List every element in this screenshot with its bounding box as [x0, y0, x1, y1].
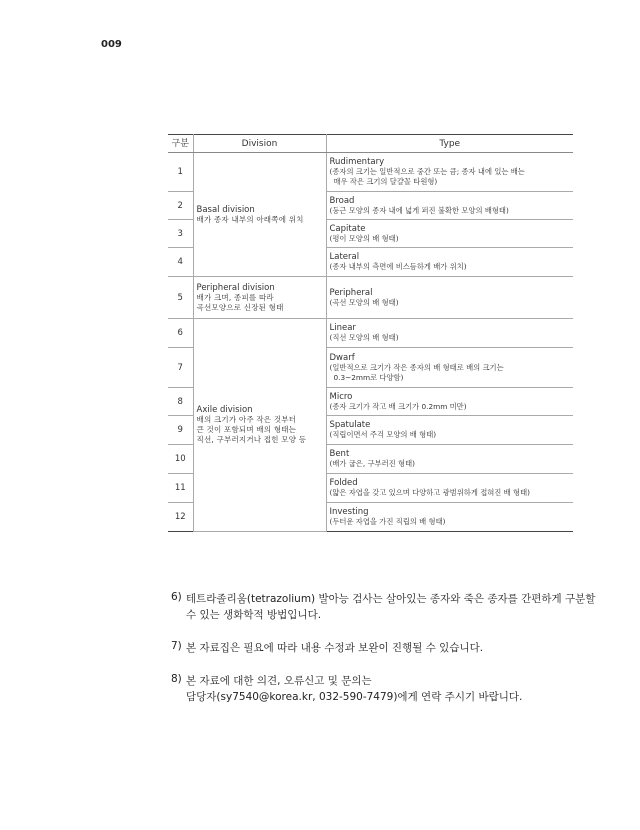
header-type: Type — [326, 135, 573, 153]
type-desc: (일반적으로 크기가 작은 종자의 배 형태로 배의 크기는 — [329, 362, 504, 372]
division-name: Axile division — [196, 405, 253, 415]
type-name: Broad — [329, 195, 355, 206]
type-cell — [326, 445, 573, 474]
type-cell — [326, 503, 573, 532]
type-name: Capitate — [329, 223, 366, 234]
division-cell — [193, 277, 326, 319]
footnote-text: 수 있는 생화학적 방법입니다. — [186, 609, 322, 621]
division-desc: 배가 종자 내부의 아래쪽에 위치 — [196, 214, 304, 224]
type-name: Peripheral — [329, 287, 373, 298]
footnote-text: 본 자료에 대한 의견, 오류신고 및 문의는 — [186, 675, 372, 687]
type-name: Spatulate — [329, 420, 371, 430]
row-number: 8 — [168, 388, 193, 416]
row-number: 9 — [168, 416, 193, 445]
division-name: Peripheral division — [196, 282, 275, 293]
type-desc: (종자 크기가 작고 배 크기가 0.2mm 미만) — [329, 401, 467, 411]
type-cell — [326, 220, 573, 248]
row-number: 10 — [168, 445, 193, 474]
footnote-number: 8) — [171, 673, 182, 685]
footnote-number: 6) — [171, 591, 182, 603]
footnote — [171, 591, 596, 623]
table-header-row — [168, 135, 573, 153]
footnotes — [171, 591, 596, 705]
type-name: Folded — [329, 478, 358, 488]
division-desc: 큰 것이 포함되며 배의 형태는 — [196, 425, 297, 434]
footnote-text: 담당자(sy7540@korea.kr, 032-590-7479)에게 연락 주시기 바랍니다. — [186, 691, 523, 703]
type-desc: (직선 모양의 배 형태) — [329, 333, 399, 342]
row-number: 11 — [168, 474, 193, 503]
row-number: 4 — [168, 248, 193, 277]
footnote-number: 7) — [171, 640, 182, 652]
table-row — [168, 319, 573, 348]
type-name: Linear — [329, 323, 356, 333]
row-number: 5 — [168, 277, 193, 319]
division-cell — [193, 319, 326, 532]
type-cell — [326, 416, 573, 445]
type-name: Rudimentary — [329, 157, 385, 167]
type-desc: (평이 모양의 배 형태) — [329, 233, 399, 243]
type-desc: (얇은 자엽을 갖고 있으며 다양하고 광범위하게 접혀진 배 형태) — [329, 488, 530, 497]
row-number: 3 — [168, 220, 193, 248]
division-name: Basal division — [196, 204, 255, 215]
division-desc: 직선, 구부러지거나 접힌 모양 등 — [196, 435, 307, 444]
type-cell — [326, 388, 573, 416]
type-name: Lateral — [329, 252, 360, 262]
page-number: 009 — [101, 39, 122, 50]
division-desc: 배의 크기가 아주 작은 것부터 — [196, 415, 297, 424]
type-desc: (두터운 자엽을 가진 직립의 배 형태) — [329, 517, 446, 526]
type-cell — [326, 348, 573, 388]
row-number: 2 — [168, 192, 193, 220]
division-desc: 배가 크며, 종피를 따라 — [196, 292, 274, 302]
row-number: 12 — [168, 503, 193, 532]
type-desc: 0.3~2mm로 다양함) — [333, 372, 404, 382]
type-desc: (둥근 모양의 종자 내에 넓게 퍼진 불확한 모양의 배형태) — [329, 205, 509, 215]
footnote-text: 테트라졸리움(tetrazolium) 발아능 검사는 살아있는 종자와 죽은 종자를 간편하게 구분할 — [186, 593, 596, 605]
division-cell — [193, 153, 326, 277]
type-name: Bent — [329, 449, 350, 459]
type-desc: (직립이면서 주걱 모양의 배 형태) — [329, 430, 437, 439]
header-division: Division — [193, 135, 326, 153]
type-desc: (종자의 크기는 일반적으로 중간 또는 큼; 종자 내에 있는 배는 — [329, 167, 525, 176]
type-cell — [326, 277, 573, 319]
table-row — [168, 277, 573, 319]
type-cell — [326, 192, 573, 220]
type-name: Investing — [329, 507, 369, 517]
type-desc: (곡선 모양의 배 형태) — [329, 297, 399, 307]
type-desc: (배가 굽은, 구부러진 형태) — [329, 459, 415, 468]
type-cell — [326, 248, 573, 277]
row-number: 1 — [168, 153, 193, 192]
footnote-text: 본 자료집은 필요에 따라 내용 수정과 보완이 진행될 수 있습니다. — [186, 642, 484, 654]
division-desc: 곡선모양으로 신장된 형태 — [196, 302, 284, 312]
embryo-type-table — [168, 134, 573, 532]
type-desc: (종자 내부의 측면에 비스듬하게 배가 위치) — [329, 262, 467, 271]
type-name: Micro — [329, 391, 353, 402]
type-cell — [326, 474, 573, 503]
row-number: 6 — [168, 319, 193, 348]
table-row — [168, 153, 573, 192]
type-cell — [326, 153, 573, 192]
footnote — [171, 673, 591, 705]
type-cell — [326, 319, 573, 348]
footnote — [171, 640, 591, 656]
type-desc: 매우 작은 크기의 달걀꼴 타원형) — [333, 177, 438, 186]
row-number: 7 — [168, 348, 193, 388]
type-name: Dwarf — [329, 352, 355, 363]
header-category: 구분 — [168, 135, 193, 153]
